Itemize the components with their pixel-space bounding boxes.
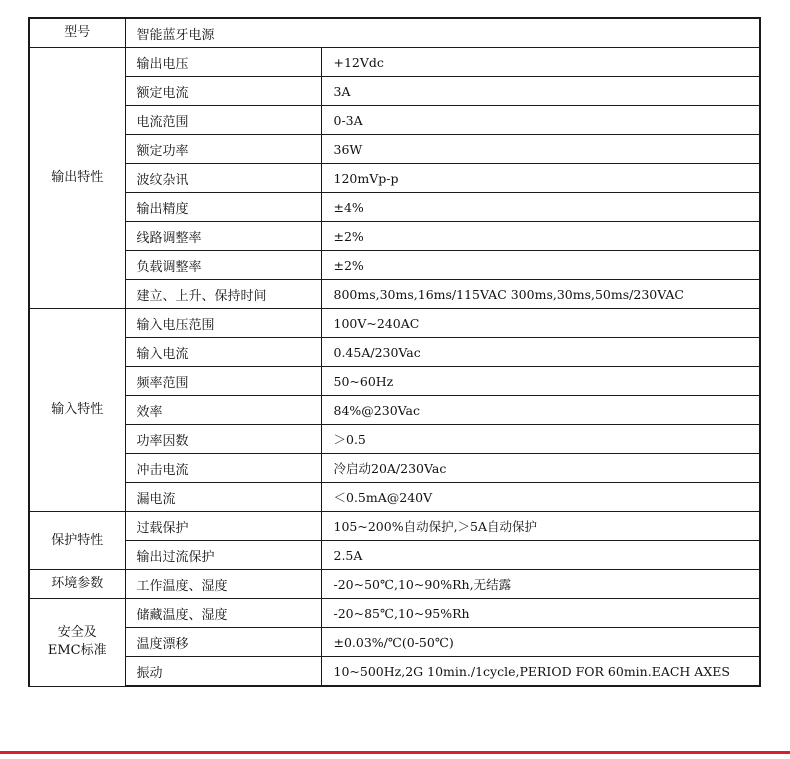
param-value: 冷启动20A/230Vac <box>321 454 760 483</box>
spec-row <box>29 541 760 570</box>
param-value: +12Vdc <box>321 48 760 77</box>
section-name-line: 输出特性 <box>51 170 104 185</box>
spec-row <box>29 338 760 367</box>
param-value: ＞0.5 <box>321 425 760 454</box>
param-value: 105~200%自动保护,＞5A自动保护 <box>321 512 760 541</box>
spec-row <box>29 483 760 512</box>
param-value: 10~500Hz,2G 10min./1cycle,PERIOD FOR 60min.EACH AXES <box>321 657 760 687</box>
param-value: 120mVp-p <box>321 164 760 193</box>
section-name <box>29 309 125 512</box>
param-name: 振动 <box>125 657 321 687</box>
param-name: 冲击电流 <box>125 454 321 483</box>
param-value: 50~60Hz <box>321 367 760 396</box>
spec-row <box>29 657 760 687</box>
spec-row <box>29 599 760 628</box>
section-name-line: 安全及 <box>57 625 97 641</box>
param-name: 输入电流 <box>125 338 321 367</box>
param-name: 功率因数 <box>125 425 321 454</box>
section-name <box>29 599 125 687</box>
param-name: 温度漂移 <box>125 628 321 657</box>
param-name: 建立、上升、保持时间 <box>125 280 321 309</box>
param-name: 工作温度、湿度 <box>125 570 321 599</box>
section-name <box>29 512 125 570</box>
section-name-line: 保护特性 <box>51 532 104 548</box>
param-name: 额定电流 <box>125 77 321 106</box>
section-name-line: 输入特性 <box>51 402 104 417</box>
spec-row <box>29 164 760 193</box>
model-label: 型号 <box>29 18 125 48</box>
spec-row <box>29 309 760 338</box>
param-name: 输出精度 <box>125 193 321 222</box>
param-value: -20~85℃,10~95%Rh <box>321 599 760 628</box>
param-name: 负载调整率 <box>125 251 321 280</box>
spec-row <box>29 367 760 396</box>
param-name: 电流范围 <box>125 106 321 135</box>
spec-row <box>29 396 760 425</box>
param-value: 3A <box>321 77 760 106</box>
param-value: 36W <box>321 135 760 164</box>
param-value: ±4% <box>321 193 760 222</box>
param-value: ±2% <box>321 251 760 280</box>
spec-row <box>29 77 760 106</box>
spec-table <box>28 17 761 687</box>
spec-row <box>29 280 760 309</box>
section-name-line: 环境参数 <box>51 576 104 591</box>
param-value: 0.45A/230Vac <box>321 338 760 367</box>
param-value: 0-3A <box>321 106 760 135</box>
param-value: 2.5A <box>321 541 760 570</box>
spec-row <box>29 106 760 135</box>
param-name: 储藏温度、湿度 <box>125 599 321 628</box>
section-name <box>29 48 125 309</box>
spec-row <box>29 251 760 280</box>
section-name-line: EMC标准 <box>47 643 107 659</box>
param-name: 波纹杂讯 <box>125 164 321 193</box>
spec-row <box>29 454 760 483</box>
spec-row <box>29 425 760 454</box>
spec-row <box>29 193 760 222</box>
param-value: 100V~240AC <box>321 309 760 338</box>
param-value: ＜0.5mA@240V <box>321 483 760 512</box>
param-name: 输出电压 <box>125 48 321 77</box>
spec-row <box>29 512 760 541</box>
param-value: 84%@230Vac <box>321 396 760 425</box>
spec-row <box>29 135 760 164</box>
spec-row <box>29 48 760 77</box>
param-value: ±0.03%/℃(0-50℃) <box>321 628 760 657</box>
spec-row <box>29 570 760 599</box>
model-name: 智能蓝牙电源 <box>125 18 760 48</box>
param-name: 线路调整率 <box>125 222 321 251</box>
spec-table-body <box>29 18 760 686</box>
param-name: 输出过流保护 <box>125 541 321 570</box>
spec-row <box>29 222 760 251</box>
param-value: ±2% <box>321 222 760 251</box>
footer-red-rule <box>0 751 790 754</box>
param-name: 输入电压范围 <box>125 309 321 338</box>
param-name: 效率 <box>125 396 321 425</box>
section-name <box>29 570 125 599</box>
param-name: 漏电流 <box>125 483 321 512</box>
param-name: 过载保护 <box>125 512 321 541</box>
param-value: -20~50℃,10~90%Rh,无结露 <box>321 570 760 599</box>
header-row <box>29 18 760 48</box>
spec-row <box>29 628 760 657</box>
param-name: 频率范围 <box>125 367 321 396</box>
param-value: 800ms,30ms,16ms/115VAC 300ms,30ms,50ms/230VAC <box>321 280 760 309</box>
param-name: 额定功率 <box>125 135 321 164</box>
